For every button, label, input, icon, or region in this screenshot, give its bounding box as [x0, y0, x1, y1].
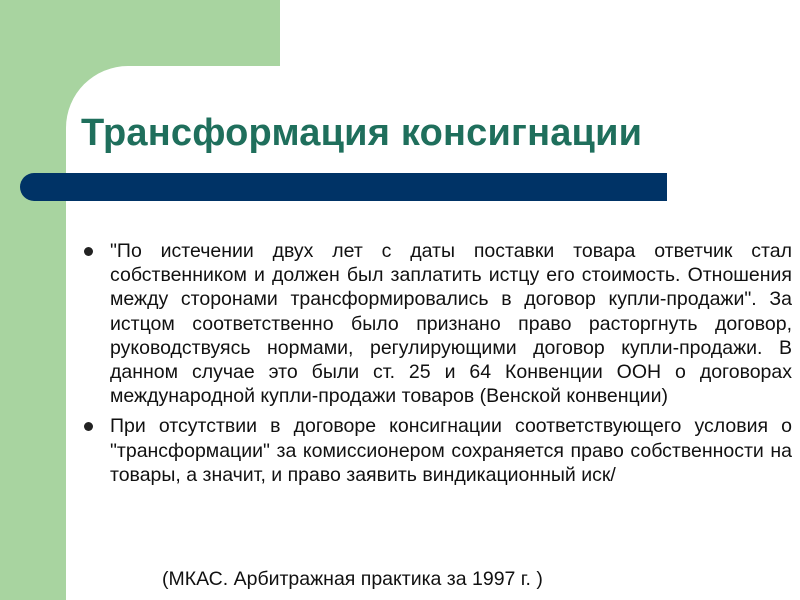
bullet-item [84, 239, 792, 408]
bullet-dot-icon [84, 247, 93, 256]
bullet-text: "По истечении двух лет с даты поставки товара ответчик стал собственником и должен был заплатить истцу его стоимость. Отношения между сторонами трансформировались в договор купли-продажи". За истцом соответственно было признано право расторгнуть договор, руководствуясь нормами, регулирующими договор купли-продажи. В данном случае это были ст. 25 и 64 Конвенции ООН о договорах международной купли-продажи товаров (Венской конвенции) [110, 240, 792, 408]
bullet-item [84, 414, 792, 487]
bullet-dot-icon [84, 422, 93, 431]
citation-source: (МКАС. Арбитражная практика за 1997 г. ) [162, 568, 543, 590]
title-underline-bar [20, 173, 667, 201]
bullet-text: При отсутствии в договоре консигнации соответствующего условия о "трансформации" за комиссионером сохраняется право собственности на товары, а значит, и право заявить виндикационный иск/ [110, 415, 792, 486]
slide-title: Трансформация консигнации [81, 112, 643, 154]
bullet-list [84, 239, 792, 493]
